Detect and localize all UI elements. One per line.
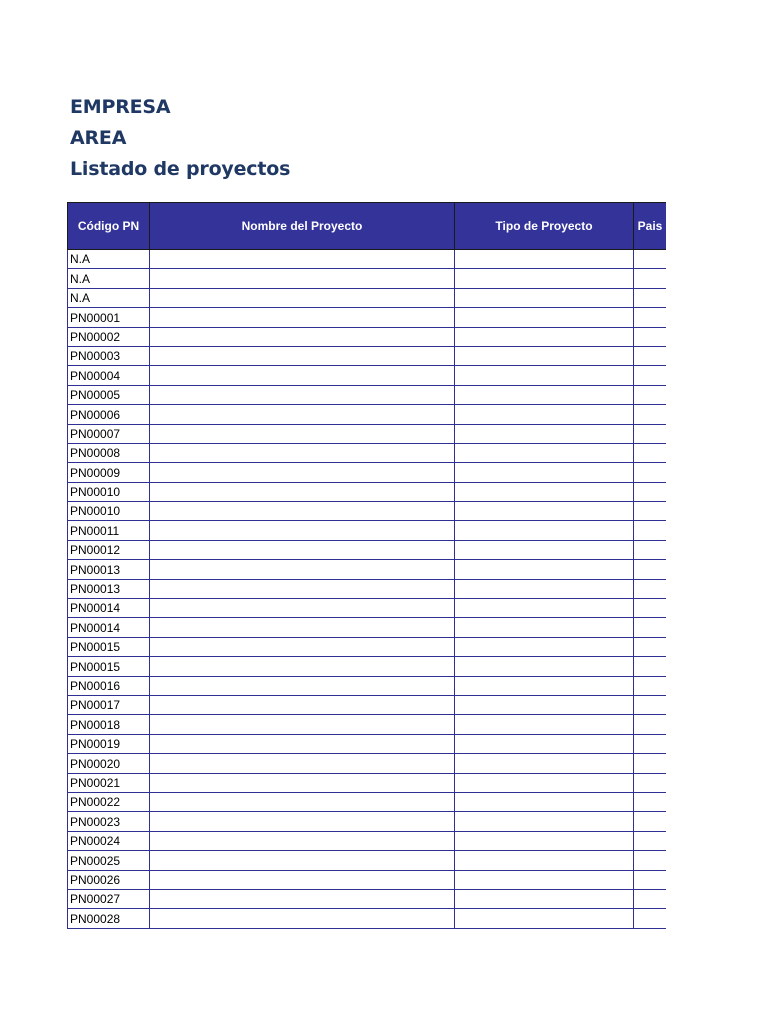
cell-codigo[interactable]: PN00008 xyxy=(68,443,150,462)
cell-tipo[interactable] xyxy=(455,792,634,811)
list-title: Listado de proyectos xyxy=(70,158,291,180)
cell-tipo[interactable] xyxy=(455,812,634,831)
table-row xyxy=(68,909,667,928)
table-row xyxy=(68,366,667,385)
projects-table xyxy=(67,202,666,929)
cell-tipo[interactable] xyxy=(455,599,634,618)
cell-codigo[interactable]: PN00005 xyxy=(68,385,150,404)
cell-codigo[interactable]: PN00022 xyxy=(68,792,150,811)
cell-pais[interactable] xyxy=(634,618,667,637)
table-row xyxy=(68,889,667,908)
cell-codigo[interactable]: PN00007 xyxy=(68,424,150,443)
table-row xyxy=(68,599,667,618)
cell-codigo[interactable]: PN00025 xyxy=(68,851,150,870)
cell-codigo[interactable]: PN00002 xyxy=(68,327,150,346)
cell-pais[interactable] xyxy=(634,385,667,404)
cell-nombre[interactable] xyxy=(150,521,455,540)
cell-pais[interactable] xyxy=(634,676,667,695)
cell-nombre[interactable] xyxy=(150,269,455,288)
cell-nombre[interactable] xyxy=(150,754,455,773)
cell-pais[interactable] xyxy=(634,831,667,850)
column-header-pais[interactable]: Pais xyxy=(634,203,667,250)
cell-pais[interactable] xyxy=(634,443,667,462)
cell-pais[interactable] xyxy=(634,734,667,753)
cell-nombre[interactable] xyxy=(150,502,455,521)
cell-codigo[interactable]: N.A xyxy=(68,250,150,269)
cell-nombre[interactable] xyxy=(150,579,455,598)
cell-nombre[interactable] xyxy=(150,773,455,792)
cell-codigo[interactable]: PN00011 xyxy=(68,521,150,540)
column-header-tipo[interactable]: Tipo de Proyecto xyxy=(455,203,634,250)
cell-tipo[interactable] xyxy=(455,579,634,598)
document-heading xyxy=(70,92,290,185)
cell-codigo[interactable]: PN00012 xyxy=(68,540,150,559)
cell-tipo[interactable] xyxy=(455,851,634,870)
cell-nombre[interactable] xyxy=(150,366,455,385)
table-row xyxy=(68,870,667,889)
cell-nombre[interactable] xyxy=(150,599,455,618)
cell-codigo[interactable]: PN00018 xyxy=(68,715,150,734)
cell-tipo[interactable] xyxy=(455,831,634,850)
table-row xyxy=(68,657,667,676)
cell-tipo[interactable] xyxy=(455,308,634,327)
cell-nombre[interactable] xyxy=(150,560,455,579)
cell-nombre[interactable] xyxy=(150,463,455,482)
table-row xyxy=(68,637,667,656)
cell-pais[interactable] xyxy=(634,812,667,831)
cell-pais[interactable] xyxy=(634,657,667,676)
cell-pais[interactable] xyxy=(634,560,667,579)
cell-nombre[interactable] xyxy=(150,889,455,908)
cell-nombre[interactable] xyxy=(150,482,455,501)
cell-nombre[interactable] xyxy=(150,657,455,676)
cell-pais[interactable] xyxy=(634,792,667,811)
table-row xyxy=(68,734,667,753)
cell-tipo[interactable] xyxy=(455,540,634,559)
table-row xyxy=(68,502,667,521)
cell-nombre[interactable] xyxy=(150,424,455,443)
cell-tipo[interactable] xyxy=(455,870,634,889)
cell-codigo[interactable]: PN00013 xyxy=(68,579,150,598)
cell-codigo[interactable]: PN00001 xyxy=(68,308,150,327)
table-row xyxy=(68,812,667,831)
cell-codigo[interactable]: PN00009 xyxy=(68,463,150,482)
cell-codigo[interactable]: PN00020 xyxy=(68,754,150,773)
cell-nombre[interactable] xyxy=(150,812,455,831)
cell-nombre[interactable] xyxy=(150,540,455,559)
table-row xyxy=(68,695,667,714)
cell-tipo[interactable] xyxy=(455,560,634,579)
cell-tipo[interactable] xyxy=(455,443,634,462)
table-row xyxy=(68,327,667,346)
cell-pais[interactable] xyxy=(634,405,667,424)
cell-pais[interactable] xyxy=(634,889,667,908)
cell-codigo[interactable]: PN00013 xyxy=(68,560,150,579)
cell-nombre[interactable] xyxy=(150,443,455,462)
cell-tipo[interactable] xyxy=(455,346,634,365)
cell-nombre[interactable] xyxy=(150,715,455,734)
cell-tipo[interactable] xyxy=(455,773,634,792)
cell-codigo[interactable]: N.A xyxy=(68,269,150,288)
area-title: AREA xyxy=(70,127,127,149)
table-row xyxy=(68,482,667,501)
cell-pais[interactable] xyxy=(634,424,667,443)
cell-tipo[interactable] xyxy=(455,637,634,656)
table-row xyxy=(68,618,667,637)
cell-pais[interactable] xyxy=(634,288,667,307)
cell-nombre[interactable] xyxy=(150,909,455,928)
cell-codigo[interactable]: PN00016 xyxy=(68,676,150,695)
cell-nombre[interactable] xyxy=(150,250,455,269)
table-row xyxy=(68,308,667,327)
cell-nombre[interactable] xyxy=(150,851,455,870)
cell-pais[interactable] xyxy=(634,346,667,365)
cell-tipo[interactable] xyxy=(455,715,634,734)
cell-tipo[interactable] xyxy=(455,695,634,714)
cell-tipo[interactable] xyxy=(455,385,634,404)
column-header-codigo[interactable]: Código PN xyxy=(68,203,150,250)
cell-tipo[interactable] xyxy=(455,909,634,928)
cell-pais[interactable] xyxy=(634,463,667,482)
cell-tipo[interactable] xyxy=(455,269,634,288)
table-row xyxy=(68,851,667,870)
cell-tipo[interactable] xyxy=(455,618,634,637)
cell-codigo[interactable]: PN00015 xyxy=(68,657,150,676)
cell-codigo[interactable]: PN00021 xyxy=(68,773,150,792)
table-row xyxy=(68,773,667,792)
cell-nombre[interactable] xyxy=(150,405,455,424)
company-title: EMPRESA xyxy=(70,96,171,118)
cell-pais[interactable] xyxy=(634,308,667,327)
cell-codigo[interactable]: PN00027 xyxy=(68,889,150,908)
cell-codigo[interactable]: PN00017 xyxy=(68,695,150,714)
cell-nombre[interactable] xyxy=(150,734,455,753)
cell-nombre[interactable] xyxy=(150,870,455,889)
table-row xyxy=(68,385,667,404)
cell-pais[interactable] xyxy=(634,754,667,773)
cell-pais[interactable] xyxy=(634,599,667,618)
cell-nombre[interactable] xyxy=(150,385,455,404)
table-row xyxy=(68,269,667,288)
cell-nombre[interactable] xyxy=(150,676,455,695)
table-row xyxy=(68,540,667,559)
cell-codigo[interactable]: PN00004 xyxy=(68,366,150,385)
cell-pais[interactable] xyxy=(634,909,667,928)
table-row xyxy=(68,676,667,695)
cell-nombre[interactable] xyxy=(150,637,455,656)
cell-nombre[interactable] xyxy=(150,288,455,307)
table-row xyxy=(68,715,667,734)
cell-pais[interactable] xyxy=(634,521,667,540)
cell-pais[interactable] xyxy=(634,870,667,889)
cell-tipo[interactable] xyxy=(455,502,634,521)
table-row xyxy=(68,346,667,365)
table-row xyxy=(68,579,667,598)
cell-nombre[interactable] xyxy=(150,308,455,327)
cell-codigo[interactable]: PN00003 xyxy=(68,346,150,365)
table-header-row xyxy=(68,203,667,250)
table-row xyxy=(68,443,667,462)
cell-nombre[interactable] xyxy=(150,346,455,365)
table-row xyxy=(68,463,667,482)
table-row xyxy=(68,424,667,443)
cell-codigo[interactable]: PN00014 xyxy=(68,618,150,637)
cell-nombre[interactable] xyxy=(150,618,455,637)
cell-pais[interactable] xyxy=(634,695,667,714)
cell-tipo[interactable] xyxy=(455,366,634,385)
cell-pais[interactable] xyxy=(634,250,667,269)
cell-pais[interactable] xyxy=(634,540,667,559)
table-row xyxy=(68,831,667,850)
cell-nombre[interactable] xyxy=(150,831,455,850)
cell-nombre[interactable] xyxy=(150,327,455,346)
cell-pais[interactable] xyxy=(634,579,667,598)
cell-codigo[interactable]: PN00015 xyxy=(68,637,150,656)
column-header-nombre[interactable]: Nombre del Proyecto xyxy=(150,203,455,250)
cell-tipo[interactable] xyxy=(455,327,634,346)
cell-pais[interactable] xyxy=(634,269,667,288)
cell-tipo[interactable] xyxy=(455,405,634,424)
cell-tipo[interactable] xyxy=(455,754,634,773)
projects-sheet xyxy=(67,202,666,930)
cell-tipo[interactable] xyxy=(455,288,634,307)
cell-tipo[interactable] xyxy=(455,734,634,753)
cell-tipo[interactable] xyxy=(455,482,634,501)
cell-codigo[interactable]: PN00026 xyxy=(68,870,150,889)
cell-codigo[interactable]: PN00028 xyxy=(68,909,150,928)
cell-tipo[interactable] xyxy=(455,424,634,443)
table-row xyxy=(68,405,667,424)
cell-tipo[interactable] xyxy=(455,889,634,908)
cell-tipo[interactable] xyxy=(455,521,634,540)
table-row xyxy=(68,288,667,307)
cell-tipo[interactable] xyxy=(455,676,634,695)
cell-nombre[interactable] xyxy=(150,792,455,811)
cell-codigo[interactable]: PN00024 xyxy=(68,831,150,850)
cell-pais[interactable] xyxy=(634,773,667,792)
table-row xyxy=(68,792,667,811)
cell-pais[interactable] xyxy=(634,482,667,501)
cell-pais[interactable] xyxy=(634,327,667,346)
cell-codigo[interactable]: N.A xyxy=(68,288,150,307)
cell-tipo[interactable] xyxy=(455,463,634,482)
cell-tipo[interactable] xyxy=(455,657,634,676)
cell-codigo[interactable]: PN00010 xyxy=(68,502,150,521)
table-row xyxy=(68,521,667,540)
table-row xyxy=(68,250,667,269)
cell-pais[interactable] xyxy=(634,851,667,870)
table-body xyxy=(68,250,667,929)
table-row xyxy=(68,754,667,773)
cell-codigo[interactable]: PN00014 xyxy=(68,599,150,618)
cell-pais[interactable] xyxy=(634,637,667,656)
cell-pais[interactable] xyxy=(634,366,667,385)
cell-codigo[interactable]: PN00010 xyxy=(68,482,150,501)
cell-nombre[interactable] xyxy=(150,695,455,714)
cell-codigo[interactable]: PN00006 xyxy=(68,405,150,424)
table-row xyxy=(68,560,667,579)
cell-codigo[interactable]: PN00023 xyxy=(68,812,150,831)
cell-codigo[interactable]: PN00019 xyxy=(68,734,150,753)
cell-pais[interactable] xyxy=(634,715,667,734)
cell-tipo[interactable] xyxy=(455,250,634,269)
cell-pais[interactable] xyxy=(634,502,667,521)
